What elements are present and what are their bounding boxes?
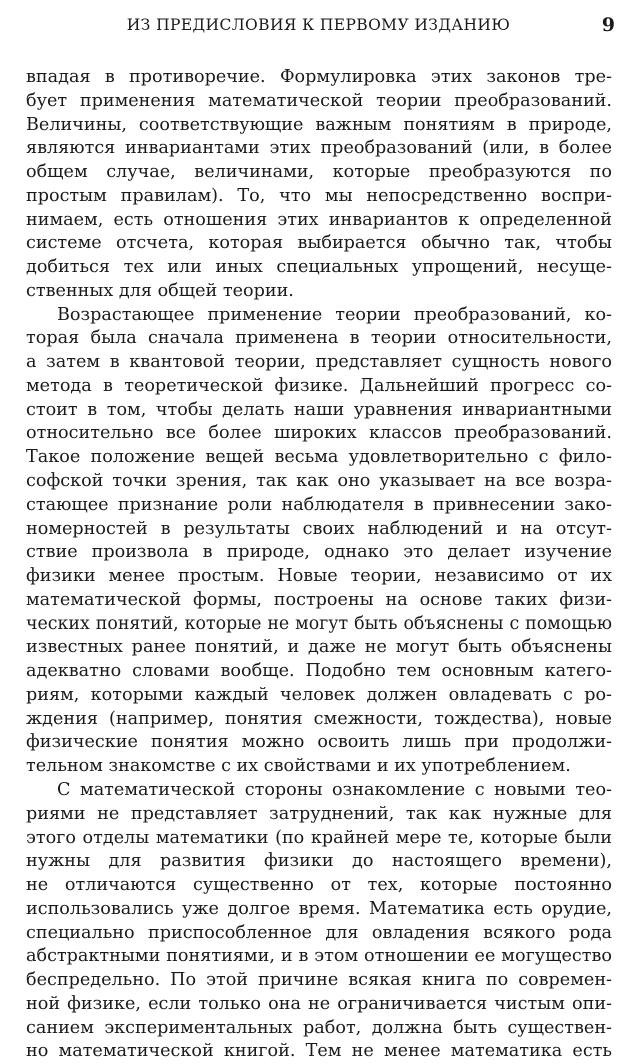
- text-line: впадая в противоречие. Формулировка этих законов тре-: [26, 67, 612, 87]
- text-line: не отличаются существенно от тех, которые постоянно: [26, 875, 612, 896]
- text-line: ной физике, если только она не ограничивается чистым опи-: [26, 993, 612, 1014]
- text-line: абстрактными понятиями, и в этом отношении ее могущество: [26, 946, 612, 967]
- text-line: являются инвариантами этих преобразований (или, в более: [26, 138, 612, 159]
- text-line: тельном знакомстве с их свойствами и их употреблением.: [26, 756, 571, 777]
- text-line: этого отделы математики (по крайней мере те, которые были: [26, 827, 612, 848]
- text-line: относительно все более широких классов преобразований.: [26, 423, 612, 444]
- text-line: системе отсчета, которая выбирается обычно так, чтобы: [26, 233, 612, 254]
- text-line: метода в теоретической физике. Дальнейший прогресс со-: [26, 375, 612, 396]
- text-line: стоит в том, чтобы делать наши уравнения инвариантными: [26, 399, 612, 420]
- text-line: адекватно словами вообще. Подобно тем основным катего-: [26, 661, 612, 682]
- text-line: номерностей в результаты своих наблюдений и на отсут-: [26, 518, 612, 539]
- text-line: а затем в квантовой теории, представляет сущность нового: [26, 352, 612, 373]
- text-line: использовались уже долгое время. Математика есть орудие,: [26, 898, 612, 919]
- text-line: добиться тех или иных специальных упрощений, несуще-: [26, 257, 612, 278]
- text-line: нимаем, есть отношения этих инвариантов к определенной: [26, 209, 612, 230]
- text-line: Такое положение вещей весьма удовлетворительно с фило-: [26, 447, 612, 468]
- text-line: риям, которыми каждый человек должен овладевать с ро-: [26, 684, 612, 705]
- text-line: софской точки зрения, так как оно указывает на все возра-: [26, 471, 612, 492]
- text-line: нужны для развития физики до настоящего времени),: [26, 851, 612, 872]
- text-line: Возрастающее применение теории преобразований, ко-: [57, 304, 612, 325]
- text-line: торая была сначала применена в теории относительности,: [26, 328, 612, 349]
- text-line: ствие произвола в природе, однако это делает изучение: [26, 542, 612, 563]
- text-line: С математической стороны ознакомление с новыми тео-: [57, 779, 612, 800]
- text-line: специально приспособленное для овладения всякого рода: [26, 922, 612, 943]
- text-line: ждения (например, понятия смежности, тождества), новые: [26, 708, 612, 729]
- text-line: ческих понятий, которые не могут быть объяснены с помощью: [26, 613, 612, 634]
- text-line: известных ранее понятий, и даже не могут быть объяснены: [26, 637, 612, 658]
- text-line: математической формы, построены на основе таких физи-: [26, 589, 612, 610]
- text-line: физики менее простым. Новые теории, независимо от их: [26, 566, 612, 587]
- text-line: санием экспериментальных работ, должна быть существен-: [26, 1017, 612, 1038]
- text-line: общем случае, величинами, которые преобразуются по: [26, 162, 612, 183]
- text-body: [26, 66, 612, 1064]
- running-title: ИЗ ПРЕДИСЛОВИЯ К ПЕРВОМУ ИЗДАНИЮ: [126, 16, 511, 34]
- text-line: беспредельно. По этой причине всякая книга по современ-: [26, 970, 612, 991]
- text-line: ственных для общей теории.: [26, 280, 294, 301]
- text-line: простым правилам). То, что мы непосредственно воспри-: [26, 185, 612, 206]
- text-line: Величины, соответствующие важным понятиям в природе,: [26, 114, 612, 135]
- page-number: 9: [601, 14, 615, 36]
- running-head: [20, 10, 617, 40]
- text-line: стающее признание роли наблюдателя в привнесении зако-: [26, 494, 612, 515]
- text-line: бует применения математической теории преобразований.: [26, 90, 612, 111]
- text-line: риями не представляет затруднений, так как нужные для: [26, 803, 612, 824]
- text-line: но математической книгой. Тем не менее математика есть: [26, 1041, 612, 1062]
- text-line: физические понятия можно освоить лишь при продолжи-: [26, 732, 612, 753]
